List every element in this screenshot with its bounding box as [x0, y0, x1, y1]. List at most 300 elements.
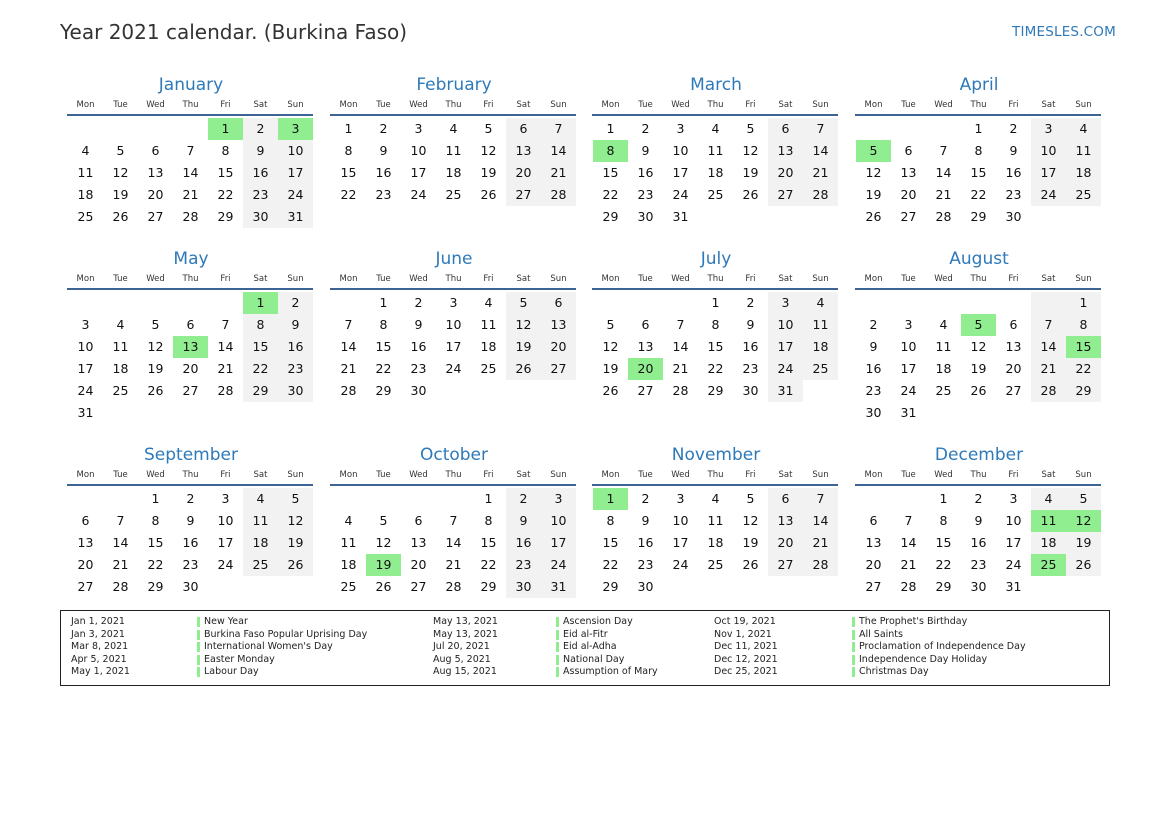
day-cell: 1: [151, 491, 160, 506]
day-cell: 2: [379, 121, 388, 136]
day-cell: 9: [506, 510, 541, 532]
day-cell: 3: [1009, 491, 1018, 506]
legend-date: Dec 12, 2021: [714, 653, 778, 665]
day-cell: 26: [375, 579, 392, 594]
day-cell: 27: [1005, 383, 1022, 398]
day-cell: 16: [278, 336, 313, 358]
empty-cell: [768, 206, 803, 228]
day-cell: 18: [243, 532, 278, 554]
legend-date: Dec 25, 2021: [714, 666, 778, 677]
weekday-label: Wed: [409, 100, 428, 110]
empty-cell: [436, 380, 471, 402]
weekday-header: [856, 270, 1102, 288]
month-september: [68, 444, 314, 598]
day-cell: 21: [182, 187, 199, 202]
weekday-label: Sun: [812, 470, 829, 480]
weekday-label: Thu: [970, 274, 987, 284]
week-row: [331, 576, 577, 598]
day-cell: 31: [541, 576, 576, 598]
day-cell: 14: [445, 535, 462, 550]
weekday-label: Sat: [778, 470, 793, 480]
legend-date: Oct 19, 2021: [714, 616, 776, 627]
day-cell: 10: [445, 317, 462, 332]
day-cell: 9: [1009, 143, 1018, 158]
day-cell: 12: [375, 535, 392, 550]
day-cell: 16: [375, 165, 392, 180]
day-cell: 21: [445, 557, 462, 572]
empty-cell: [628, 292, 663, 314]
day-cell: 18: [112, 361, 129, 376]
day-cell: 21: [803, 532, 838, 554]
weekday-header: [593, 466, 839, 484]
day-cell: 24: [672, 187, 689, 202]
day-cell: 15: [243, 336, 278, 358]
empty-cell: [173, 402, 208, 424]
week-row: [593, 162, 839, 184]
day-cell: 1: [379, 295, 388, 310]
day-cell: 13: [637, 339, 654, 354]
month-name: September: [144, 445, 238, 465]
header-rule: [67, 114, 313, 116]
day-cell: 23: [637, 557, 654, 572]
day-cell: 3: [221, 491, 230, 506]
day-cell: 6: [1009, 317, 1018, 332]
empty-cell: [961, 292, 996, 314]
week-row: [856, 576, 1102, 598]
day-cell: 4: [1066, 118, 1101, 140]
day-cell: 27: [637, 383, 654, 398]
day-cell: 7: [449, 513, 458, 528]
week-row: [68, 358, 314, 380]
weekday-label: Wed: [671, 100, 690, 110]
empty-cell: [68, 118, 103, 140]
week-row: [593, 532, 839, 554]
day-cell: 3: [449, 295, 458, 310]
day-cell: 17: [217, 535, 234, 550]
day-cell: 3: [541, 488, 576, 510]
page-title: Year 2021 calendar. (Burkina Faso): [60, 20, 408, 44]
day-cell: 26: [506, 358, 541, 380]
day-cell: 30: [742, 383, 759, 398]
day-cell: 19: [742, 535, 759, 550]
weekday-header: [593, 270, 839, 288]
day-cell: 23: [278, 358, 313, 380]
holiday-day-cell: 15: [1066, 336, 1101, 358]
day-cell: 28: [112, 579, 129, 594]
empty-cell: [506, 380, 541, 402]
day-cell: 29: [602, 209, 619, 224]
day-cell: 28: [803, 184, 838, 206]
day-cell: 2: [974, 491, 983, 506]
week-row: [856, 402, 1102, 424]
weekday-label: Wed: [146, 100, 165, 110]
empty-cell: [243, 576, 278, 598]
empty-cell: [856, 292, 891, 314]
day-cell: 28: [340, 383, 357, 398]
empty-cell: [961, 402, 996, 424]
week-row: [68, 510, 314, 532]
day-cell: 10: [1031, 140, 1066, 162]
day-cell: 7: [116, 513, 125, 528]
day-cell: 4: [116, 317, 125, 332]
empty-cell: [401, 488, 436, 510]
holiday-day-cell: 20: [628, 358, 663, 380]
legend-date-column: [71, 616, 130, 679]
day-cell: 31: [900, 405, 917, 420]
week-row: [331, 488, 577, 510]
day-cell: 30: [278, 380, 313, 402]
day-cell: 12: [506, 314, 541, 336]
weekday-header: [331, 96, 577, 114]
legend-swatch: [556, 667, 559, 677]
empty-cell: [173, 292, 208, 314]
day-cell: 21: [541, 162, 576, 184]
day-cell: 27: [182, 383, 199, 398]
day-cell: 10: [768, 314, 803, 336]
day-cell: 21: [803, 162, 838, 184]
day-cell: 29: [480, 579, 497, 594]
empty-cell: [173, 118, 208, 140]
day-cell: 17: [1005, 535, 1022, 550]
day-cell: 9: [186, 513, 195, 528]
day-cell: 19: [602, 361, 619, 376]
day-cell: 15: [217, 165, 234, 180]
month-name: December: [934, 445, 1024, 465]
day-cell: 8: [379, 317, 388, 332]
day-cell: 21: [340, 361, 357, 376]
week-row: [331, 336, 577, 358]
weekday-label: Mon: [864, 100, 883, 110]
weekday-label: Tue: [638, 274, 653, 284]
weekday-label: Sun: [550, 100, 567, 110]
day-cell: 6: [541, 292, 576, 314]
day-cell: 14: [541, 140, 576, 162]
day-cell: 9: [974, 513, 983, 528]
day-cell: 17: [77, 361, 94, 376]
day-cell: 29: [602, 579, 619, 594]
weekday-label: Wed: [409, 470, 428, 480]
week-row: [331, 554, 577, 576]
day-cell: 26: [602, 383, 619, 398]
empty-cell: [1031, 576, 1066, 598]
day-cell: 1: [939, 491, 948, 506]
week-row: [331, 358, 577, 380]
day-cell: 5: [506, 292, 541, 314]
holiday-day-cell: 12: [1066, 510, 1101, 532]
day-cell: 15: [602, 535, 619, 550]
empty-cell: [541, 380, 576, 402]
week-row: [68, 532, 314, 554]
week-row: [593, 380, 839, 402]
day-cell: 28: [900, 579, 917, 594]
empty-cell: [926, 292, 961, 314]
month-name: April: [959, 75, 999, 95]
day-cell: 14: [803, 510, 838, 532]
weekday-label: Fri: [745, 100, 756, 110]
day-cell: 23: [410, 361, 427, 376]
day-cell: 2: [186, 491, 195, 506]
legend-holiday-name: All Saints: [859, 628, 903, 640]
weekday-header: [68, 270, 314, 288]
week-row: [68, 184, 314, 206]
day-cell: 19: [147, 361, 164, 376]
month-june: [331, 248, 577, 402]
week-row: [593, 510, 839, 532]
weekday-label: Sun: [812, 100, 829, 110]
day-cell: 6: [869, 513, 878, 528]
week-row: [593, 140, 839, 162]
day-cell: 16: [637, 535, 654, 550]
empty-cell: [663, 576, 698, 598]
day-cell: 20: [77, 557, 94, 572]
legend-holiday-name: Burkina Faso Popular Uprising Day: [204, 628, 368, 640]
week-row: [593, 488, 839, 510]
day-cell: 28: [217, 383, 234, 398]
empty-cell: [278, 402, 313, 424]
day-cell: 19: [742, 165, 759, 180]
day-cell: 3: [81, 317, 90, 332]
week-row: [331, 184, 577, 206]
day-cell: 4: [243, 488, 278, 510]
day-cell: 8: [939, 513, 948, 528]
day-cell: 19: [970, 361, 987, 376]
legend-holiday-name: New Year: [204, 616, 248, 627]
day-cell: 14: [340, 339, 357, 354]
legend-holiday-name: Labour Day: [204, 666, 259, 677]
weekday-label: Mon: [864, 274, 883, 284]
day-cell: 25: [803, 358, 838, 380]
day-cell: 20: [768, 532, 803, 554]
empty-cell: [1066, 206, 1101, 228]
week-row: [856, 292, 1102, 314]
empty-cell: [103, 292, 138, 314]
day-cell: 9: [278, 314, 313, 336]
day-cell: 20: [410, 557, 427, 572]
day-cell: 30: [637, 209, 654, 224]
day-cell: 11: [77, 165, 94, 180]
weekday-label: Fri: [483, 274, 494, 284]
day-cell: 20: [1005, 361, 1022, 376]
day-cell: 14: [1031, 336, 1066, 358]
day-cell: 5: [746, 491, 755, 506]
holiday-legend: [60, 610, 1110, 686]
holiday-day-cell: 5: [856, 140, 891, 162]
day-cell: 26: [1066, 554, 1101, 576]
day-cell: 4: [939, 317, 948, 332]
weekday-label: Wed: [671, 470, 690, 480]
day-cell: 30: [1005, 209, 1022, 224]
week-row: [68, 162, 314, 184]
day-cell: 29: [243, 380, 278, 402]
day-cell: 2: [243, 118, 278, 140]
day-cell: 9: [869, 339, 878, 354]
day-cell: 16: [506, 532, 541, 554]
week-row: [331, 162, 577, 184]
day-cell: 24: [278, 184, 313, 206]
day-cell: 15: [480, 535, 497, 550]
weekday-label: Sun: [1075, 100, 1092, 110]
legend-swatch: [197, 655, 200, 665]
day-cell: 12: [147, 339, 164, 354]
empty-cell: [243, 402, 278, 424]
month-march: [593, 74, 839, 228]
weekday-label: Sat: [778, 274, 793, 284]
weekday-label: Thu: [182, 274, 199, 284]
day-cell: 6: [768, 118, 803, 140]
day-cell: 11: [1066, 140, 1101, 162]
empty-cell: [68, 292, 103, 314]
legend-name-column: [563, 616, 658, 679]
day-cell: 19: [865, 187, 882, 202]
header-rule: [330, 114, 576, 116]
month-november: [593, 444, 839, 598]
day-cell: 3: [904, 317, 913, 332]
day-cell: 25: [445, 187, 462, 202]
month-october: [331, 444, 577, 598]
empty-cell: [996, 292, 1031, 314]
weekday-header: [856, 466, 1102, 484]
day-cell: 3: [768, 292, 803, 314]
legend-color-markers: [556, 617, 559, 679]
day-cell: 11: [112, 339, 129, 354]
weekday-label: Sat: [253, 274, 268, 284]
day-cell: 21: [217, 361, 234, 376]
day-cell: 11: [935, 339, 952, 354]
day-cell: 29: [1066, 380, 1101, 402]
day-cell: 18: [935, 361, 952, 376]
month-name: August: [949, 249, 1009, 269]
empty-cell: [803, 576, 838, 598]
weekday-label: Mon: [76, 470, 95, 480]
day-cell: 23: [865, 383, 882, 398]
day-cell: 16: [182, 535, 199, 550]
day-cell: 22: [970, 187, 987, 202]
day-cell: 11: [340, 535, 357, 550]
day-cell: 22: [707, 361, 724, 376]
day-cell: 2: [869, 317, 878, 332]
weekday-label: Tue: [638, 470, 653, 480]
day-cell: 25: [112, 383, 129, 398]
day-cell: 22: [935, 557, 952, 572]
week-row: [856, 140, 1102, 162]
day-cell: 9: [379, 143, 388, 158]
legend-holiday-name: Easter Monday: [204, 653, 275, 665]
day-cell: 7: [1031, 314, 1066, 336]
weekday-label: Mon: [339, 470, 358, 480]
day-cell: 22: [340, 187, 357, 202]
site-link[interactable]: TIMESLES.COM: [1012, 24, 1116, 40]
day-cell: 20: [768, 162, 803, 184]
day-cell: 5: [1066, 488, 1101, 510]
day-cell: 31: [672, 209, 689, 224]
empty-cell: [331, 488, 366, 510]
empty-cell: [103, 402, 138, 424]
header-rule: [592, 484, 838, 486]
day-cell: 31: [1005, 579, 1022, 594]
day-cell: 16: [970, 535, 987, 550]
weekday-label: Mon: [339, 274, 358, 284]
legend-color-markers: [852, 617, 855, 679]
day-cell: 19: [480, 165, 497, 180]
legend-date-column: [714, 616, 778, 679]
weekday-label: Fri: [483, 100, 494, 110]
day-cell: 13: [865, 535, 882, 550]
weekday-label: Thu: [182, 100, 199, 110]
weekday-label: Thu: [182, 470, 199, 480]
week-row: [68, 402, 314, 424]
holiday-day-cell: 8: [593, 140, 628, 162]
day-cell: 5: [746, 121, 755, 136]
day-cell: 13: [768, 140, 803, 162]
weekday-label: Thu: [707, 274, 724, 284]
weekday-header: [68, 466, 314, 484]
day-cell: 15: [375, 339, 392, 354]
day-cell: 6: [506, 118, 541, 140]
empty-cell: [1031, 206, 1066, 228]
day-cell: 16: [1005, 165, 1022, 180]
day-cell: 27: [410, 579, 427, 594]
week-row: [593, 576, 839, 598]
empty-cell: [996, 402, 1031, 424]
empty-cell: [1031, 402, 1066, 424]
day-cell: 28: [445, 579, 462, 594]
week-row: [856, 118, 1102, 140]
header-rule: [330, 484, 576, 486]
legend-swatch: [197, 642, 200, 652]
day-cell: 6: [904, 143, 913, 158]
holiday-day-cell: 3: [278, 118, 313, 140]
month-name: May: [173, 249, 209, 269]
day-cell: 4: [711, 121, 720, 136]
weekday-label: Sat: [516, 470, 531, 480]
day-cell: 7: [676, 317, 685, 332]
week-row: [856, 358, 1102, 380]
day-cell: 9: [746, 317, 755, 332]
day-cell: 15: [340, 165, 357, 180]
day-cell: 12: [112, 165, 129, 180]
day-cell: 30: [243, 206, 278, 228]
day-cell: 14: [803, 140, 838, 162]
week-row: [331, 380, 577, 402]
header-rule: [855, 484, 1101, 486]
day-cell: 6: [768, 488, 803, 510]
day-cell: 18: [1031, 532, 1066, 554]
day-cell: 23: [1005, 187, 1022, 202]
day-cell: 22: [602, 187, 619, 202]
empty-cell: [926, 402, 961, 424]
legend-date: Jan 1, 2021: [71, 616, 125, 627]
day-cell: 9: [641, 513, 650, 528]
day-cell: 26: [742, 187, 759, 202]
day-cell: 15: [970, 165, 987, 180]
legend-date: Dec 11, 2021: [714, 641, 778, 652]
weekday-label: Fri: [483, 470, 494, 480]
legend-date: Jan 3, 2021: [71, 628, 125, 640]
day-cell: 13: [77, 535, 94, 550]
day-cell: 10: [410, 143, 427, 158]
legend-name-column: [859, 616, 1026, 679]
day-cell: 13: [147, 165, 164, 180]
week-row: [593, 314, 839, 336]
day-cell: 22: [375, 361, 392, 376]
week-row: [856, 510, 1102, 532]
month-name: January: [158, 75, 224, 95]
holiday-day-cell: 5: [961, 314, 996, 336]
day-cell: 1: [344, 121, 353, 136]
day-cell: 27: [77, 579, 94, 594]
month-name: February: [416, 75, 492, 95]
legend-holiday-name: Eid al-Adha: [563, 641, 617, 652]
